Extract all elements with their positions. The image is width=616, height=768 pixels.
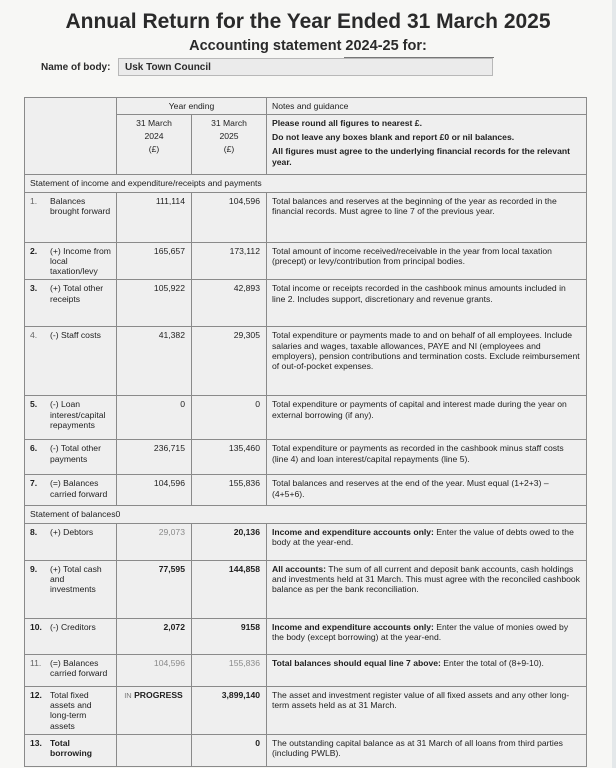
line-note [267,686,587,734]
year-ending-header: Year ending [117,98,267,115]
line-number: 5. [30,399,38,410]
value-2024[interactable]: 0 [117,396,192,440]
note-text: The outstanding capital balance as at 31 March of all loans from third parties (including PWLB). [272,737,563,759]
notes-header: Notes and guidance [267,98,587,115]
note-text: Total amount of income received/receivable in the year from local taxation (precept) or levy/contribution from principal bodies. [272,245,552,266]
note-bold: All accounts: [272,563,326,574]
line-label: (+) Total cash and investments [50,563,102,595]
value-2024[interactable] [117,686,192,734]
line-label: (=) Balances carried forward [50,657,108,679]
value-2025[interactable]: 3,899,140 [192,686,267,734]
header-blank-cell [25,98,117,175]
page-edge [612,0,616,768]
line-number: 13. [30,737,42,748]
line-note [267,734,587,766]
value-2024[interactable]: 77,595 [117,560,192,618]
line-number: 2. [30,245,38,256]
table-row [25,396,587,440]
section-header-row [25,506,587,523]
value-2024[interactable]: 165,657 [117,242,192,280]
note-text: Total expenditure or payments made to and on behalf of all employees. Include salaries and wages, taxable allowances, PAYE and NI (employees and employers), pension contributions and termination costs. Exclude reimbursement of out-of-pocket expenses. [272,330,580,372]
line-label: Total borrowing [50,737,93,759]
table-row [25,475,587,506]
line-note [267,242,587,280]
line-note [267,440,587,475]
line-number: 10. [30,621,42,632]
guidance-line: Do not leave any boxes blank and report £0 or nil balances. [272,132,515,143]
col-2024-line1: 31 March [136,118,172,129]
note-text: Enter the value of monies owed by the body (except borrowing) at the year-end. [272,621,569,643]
value-2025[interactable]: 155,836 [192,475,267,506]
line-note [267,280,587,327]
note-text: Total balances and reserves at the beginning of the year as recorded in the financial records. Must agree to line 7 of the previous year. [272,195,557,216]
value-2025[interactable]: 144,858 [192,560,267,618]
col-2024-line2: 2024 [144,130,164,141]
line-number: 7. [30,478,38,489]
value-2025[interactable]: 104,596 [192,192,267,242]
value-2025[interactable]: 155,836 [192,654,267,686]
line-note [267,396,587,440]
value-2025[interactable]: 0 [192,396,267,440]
note-bold: Income and expenditure accounts only: [272,526,434,537]
value-2024[interactable]: 104,596 [117,654,192,686]
table-row [25,734,587,766]
table-row [25,327,587,396]
table-row [25,242,587,280]
line-label: (-) Staff costs [50,330,101,341]
column-header-2024 [117,115,192,175]
value-2024[interactable]: 29,073 [117,523,192,560]
value-2024[interactable]: 2,072 [117,618,192,654]
line-number: 6. [30,443,38,454]
note-text: Total balances and reserves at the end of the year. Must equal (1+2+3) – (4+5+6). [272,478,549,499]
column-header-2025 [192,115,267,175]
line-label: (-) Loan interest/capital repayments [50,399,106,431]
line-number: 12. [30,689,42,700]
line-number: 1. [30,195,38,206]
note-bold: Total balances should equal line 7 above: [272,657,441,668]
value-2024[interactable]: 41,382 [117,327,192,396]
value-2025[interactable]: 20,136 [192,523,267,560]
note-text: Enter the value of debts owed to the body at the year-end. [272,526,574,548]
table-row [25,280,587,327]
table-header-row [25,98,587,115]
value-2025[interactable]: 0 [192,734,267,766]
table-row [25,440,587,475]
section-title: Statement of balances0 [25,506,587,523]
value-2024[interactable]: 111,114 [117,192,192,242]
note-text: Enter the total of (8+9-10). [440,657,544,668]
table-row [25,192,587,242]
line-number: 11. [30,657,42,668]
name-of-body-label: Name of body: [41,62,111,73]
section-header-row [25,175,587,192]
note-text: Total expenditure or payments of capital and interest made during the year on external borrowing (if any). [272,399,567,420]
value-2025[interactable]: 135,460 [192,440,267,475]
line-note [267,523,587,560]
table-row [25,523,587,560]
guidance-line: Please round all figures to nearest £. [272,118,422,129]
value-2024[interactable]: 105,922 [117,280,192,327]
line-label: (=) Balances carried forward [50,478,108,499]
note-text: The asset and investment register value of all fixed assets and any other long-term assets held as at 31 March. [272,689,570,711]
line-note [267,475,587,506]
value-2024[interactable] [117,734,192,766]
col-2024-line3: (£) [148,143,160,154]
section-title: Statement of income and expenditure/receipts and payments [25,175,587,192]
in-progress-text: PROGRESS [134,689,183,700]
note-text: Total income or receipts recorded in the cashbook minus amounts included in line 2. Includes support, discretionary and revenue grants. [272,283,566,304]
col-2025-line3: (£) [223,143,235,154]
in-progress-prefix: IN [124,690,132,700]
line-note [267,327,587,396]
document-title: Annual Return for the Year Ended 31 March 2025 [65,10,551,33]
line-note [267,618,587,654]
name-of-body-field[interactable]: Usk Town Council [118,58,493,76]
line-number: 8. [30,526,38,537]
value-2024[interactable]: 104,596 [117,475,192,506]
table-row [25,560,587,618]
line-label: (+) Income from local taxation/levy [50,245,111,277]
line-note [267,654,587,686]
table-row [25,618,587,654]
accounting-statement-table [24,97,587,767]
line-label: Total fixed assets and long-term assets [50,689,92,731]
line-number: 4. [30,330,38,341]
line-label: (-) Total other payments [50,443,101,464]
col-2025-line2: 2025 [219,130,239,141]
value-2025[interactable]: 42,893 [192,280,267,327]
note-text: Total expenditure or payments as recorded in the cashbook minus staff costs (line 4) and loan interest/capital repayments (line 5). [272,443,564,464]
table-row [25,654,587,686]
line-label: Balances brought forward [50,195,111,216]
line-note [267,560,587,618]
document-subtitle: Accounting statement 2024-25 for: [189,38,427,54]
line-label: (-) Creditors [50,621,96,632]
table-row [25,686,587,734]
value-2024[interactable]: 236,715 [117,440,192,475]
line-label: (+) Total other receipts [50,283,104,304]
col-2025-line1: 31 March [211,118,247,129]
note-bold: Income and expenditure accounts only: [272,621,434,632]
line-number: 3. [30,283,38,294]
value-2025[interactable]: 9158 [192,618,267,654]
value-2025[interactable]: 173,112 [192,242,267,280]
line-note [267,192,587,242]
note-text: The sum of all current and deposit bank accounts, cash holdings and investments held at 31 March. This must agree with the reconciled cashbook balance as per the bank reconciliation. [272,563,580,595]
value-2025[interactable]: 29,305 [192,327,267,396]
line-label: (+) Debtors [50,526,94,537]
line-number: 9. [30,563,38,574]
general-guidance [267,115,587,175]
guidance-line: All figures must agree to the underlying financial records for the relevant year. [272,146,570,168]
